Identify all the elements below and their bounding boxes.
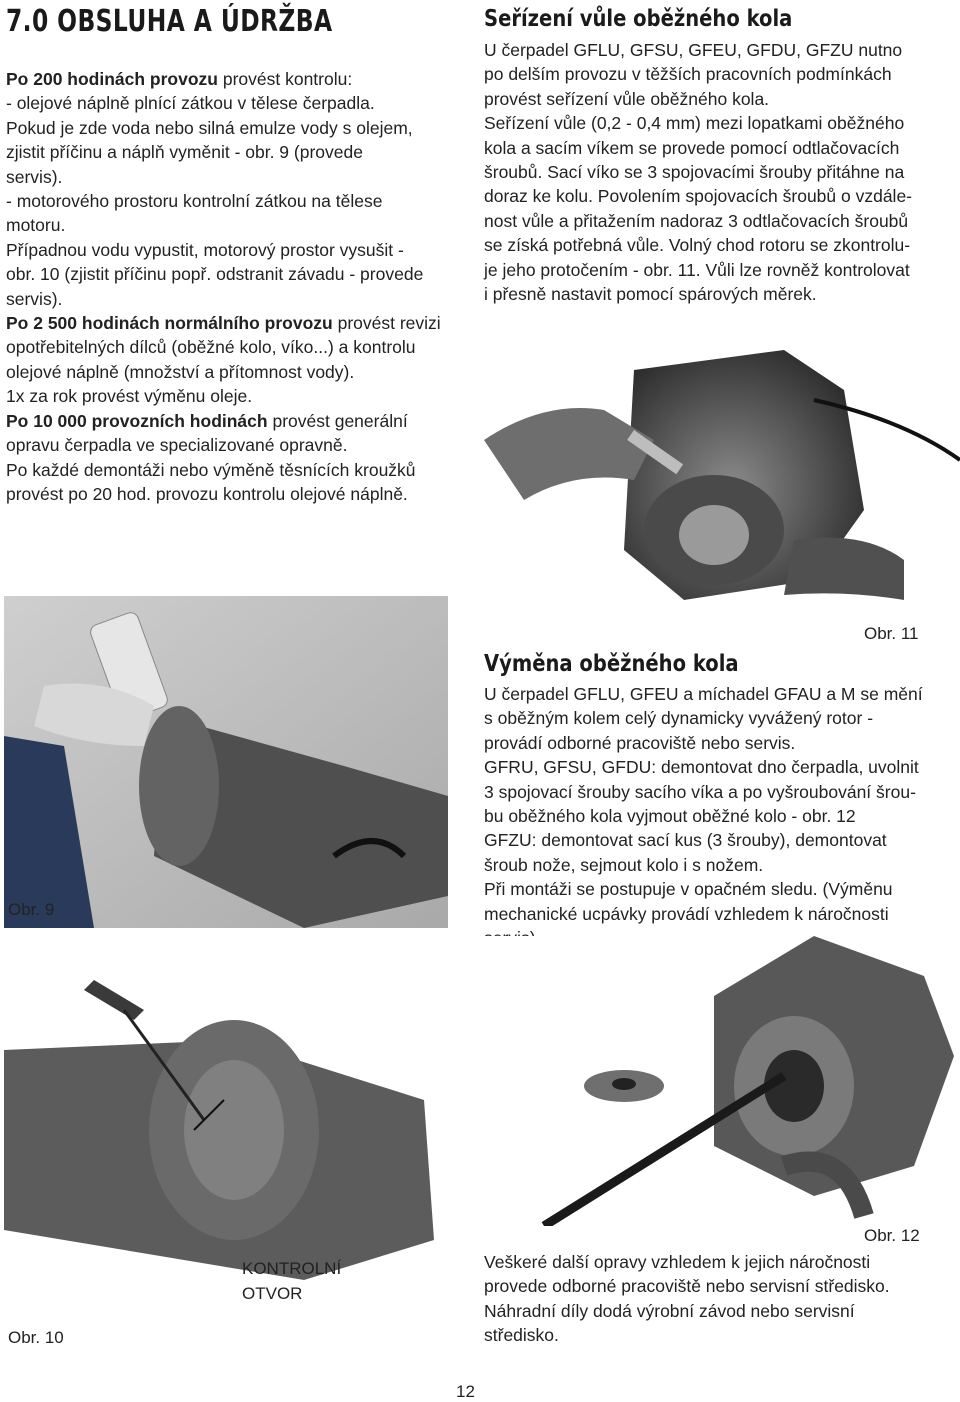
left-text-line	[6, 140, 456, 164]
impeller-replacement-text	[484, 682, 954, 950]
line-text: provést kontrolu:	[217, 69, 353, 89]
impeller-replacement-title: Výměna oběžného kola	[484, 651, 739, 677]
control-opening-label-1: KONTROLNÍ	[242, 1259, 342, 1278]
left-text-line	[6, 116, 456, 140]
repairs-text-line: Náhradní díly dodá výrobní závod nebo servisní	[484, 1300, 855, 1321]
impeller-text-line: GFRU, GFSU, GFDU: demontovat dno čerpadla, uvolnit	[484, 757, 919, 778]
fig9-caption: Obr. 9	[8, 900, 55, 919]
line-text: opravu čerpadla ve specializované opravně.	[6, 435, 348, 456]
other-repairs-text	[484, 1250, 954, 1348]
left-text-line	[6, 213, 456, 237]
repairs-text-line: středisko.	[484, 1325, 559, 1346]
adjustment-text-line: provést seřízení vůle oběžného kola.	[484, 88, 770, 109]
line-text: provést generální	[267, 410, 408, 431]
left-text-line	[6, 91, 456, 115]
line-text: Po každé demontáži nebo výměně těsnících kroužků	[6, 459, 416, 480]
bold-lead: Po 2 500 hodinách normálního provozu	[6, 313, 333, 334]
fig11-caption: Obr. 11	[864, 624, 919, 643]
left-text-line	[6, 433, 456, 457]
left-text-line	[6, 67, 456, 91]
control-opening-label-2: OTVOR	[242, 1284, 303, 1303]
impeller-text-line: šroub nože, sejmout kolo i s nožem.	[484, 854, 764, 875]
line-text: - olejové náplně plnící zátkou v tělese čerpadla.	[6, 93, 375, 114]
fig12-photo	[484, 936, 960, 1226]
left-text-line	[6, 482, 456, 506]
impeller-text-line: U čerpadel GFLU, GFEU a míchadel GFAU a M se mění	[484, 684, 923, 704]
line-text: provést po 20 hod. provozu kontrolu olejové náplně.	[6, 483, 408, 504]
adjustment-text-line: nost vůle a přitažením nadoraz 3 odtlačovacích šroubů	[484, 210, 909, 231]
adjustment-text-line: U čerpadel GFLU, GFSU, GFEU, GFDU, GFZU nutno	[484, 40, 903, 60]
bold-lead: Po 200 hodinách provozu	[6, 69, 218, 89]
impeller-text-line: provádí odborné pracoviště nebo servis.	[484, 732, 796, 753]
left-text-line	[6, 287, 456, 311]
line-text: servis).	[6, 288, 63, 309]
line-text: 1x za rok provést výměnu oleje.	[6, 386, 253, 407]
line-text: servis).	[6, 166, 63, 187]
adjustment-text-line: šroubů. Sací víko se 3 spojovacími šrouby přitáhne na	[484, 162, 905, 183]
line-text: Pokud je zde voda nebo silná emulze vody s olejem,	[6, 117, 413, 138]
left-text-line	[6, 409, 456, 433]
left-text-line	[6, 189, 456, 213]
adjustment-text-line: Seřízení vůle (0,2 - 0,4 mm) mezi lopatkami oběžného	[484, 113, 905, 134]
adjustment-text-line: i přesně nastavit pomocí spárových měrek.	[484, 284, 817, 305]
fig12-caption: Obr. 12	[864, 1226, 920, 1245]
line-text: provést revizi	[332, 313, 441, 334]
left-column-text	[6, 67, 456, 506]
impeller-text-line: bu oběžného kola vyjmout oběžné kolo - obr. 12	[484, 806, 856, 827]
adjustment-text-line: kola a sacím víkem se provede pomocí odtlačovacích	[484, 137, 900, 158]
impeller-text-line: 3 spojovací šrouby sacího víka a po vyšroubování šrou-	[484, 781, 916, 802]
fig9-photo	[4, 596, 448, 928]
left-text-line	[6, 311, 456, 335]
left-text-line	[6, 458, 456, 482]
line-text: opotřebitelných dílců (oběžné kolo, víko...) a kontrolu	[6, 337, 416, 358]
repairs-text-line: provede odborné pracoviště nebo servisní středisko.	[484, 1276, 890, 1297]
impeller-text-line: mechanické ucpávky provádí vzhledem k náročnosti	[484, 903, 889, 924]
fig10-photo	[4, 980, 448, 1332]
fig11-photo	[484, 330, 960, 622]
left-text-line	[6, 262, 456, 286]
adjustment-text-line: se získá potřebná vůle. Volný chod rotoru se zkontrolu-	[484, 235, 911, 256]
left-text-line	[6, 238, 456, 262]
line-text: motoru.	[6, 215, 66, 236]
section-heading: 7.0 OBSLUHA A ÚDRŽBA	[6, 4, 333, 39]
fig10-caption: Obr. 10	[8, 1328, 64, 1347]
line-text: Případnou vodu vypustit, motorový prostor vysušit -	[6, 239, 404, 260]
line-text: obr. 10 (zjistit příčinu popř. odstranit závadu - provede	[6, 264, 424, 285]
left-text-line	[6, 335, 456, 359]
impeller-text-line: Při montáži se postupuje v opačném sledu. (Výměnu	[484, 879, 893, 900]
impeller-text-line: s oběžným kolem celý dynamicky vyvážený rotor -	[484, 708, 874, 729]
adjustment-text-line: doraz ke kolu. Povolením spojovacích šroubů o vzdále-	[484, 186, 913, 207]
adjustment-text-line: po delším provozu v těžších pracovních podmínkách	[484, 64, 892, 85]
page-number: 12	[456, 1382, 475, 1401]
impeller-text-line: GFZU: demontovat sací kus (3 šrouby), demontovat	[484, 830, 887, 851]
line-text: - motorového prostoru kontrolní zátkou na tělese	[6, 191, 383, 212]
adjustment-text-line: je jeho protočením - obr. 11. Vůli lze rovněž kontrolovat	[484, 259, 910, 280]
line-text: olejové náplně (množství a přítomnost vody).	[6, 361, 355, 382]
line-text: zjistit příčinu a náplň vyměnit - obr. 9 (provede	[6, 142, 363, 163]
left-text-line	[6, 360, 456, 384]
bold-lead: Po 10 000 provozních hodinách	[6, 410, 268, 431]
adjustment-title: Seřízení vůle oběžného kola	[484, 6, 793, 32]
repairs-text-line: Veškeré další opravy vzhledem k jejich náročnosti	[484, 1252, 871, 1272]
adjustment-text	[484, 38, 954, 306]
left-text-line	[6, 165, 456, 189]
left-text-line	[6, 384, 456, 408]
